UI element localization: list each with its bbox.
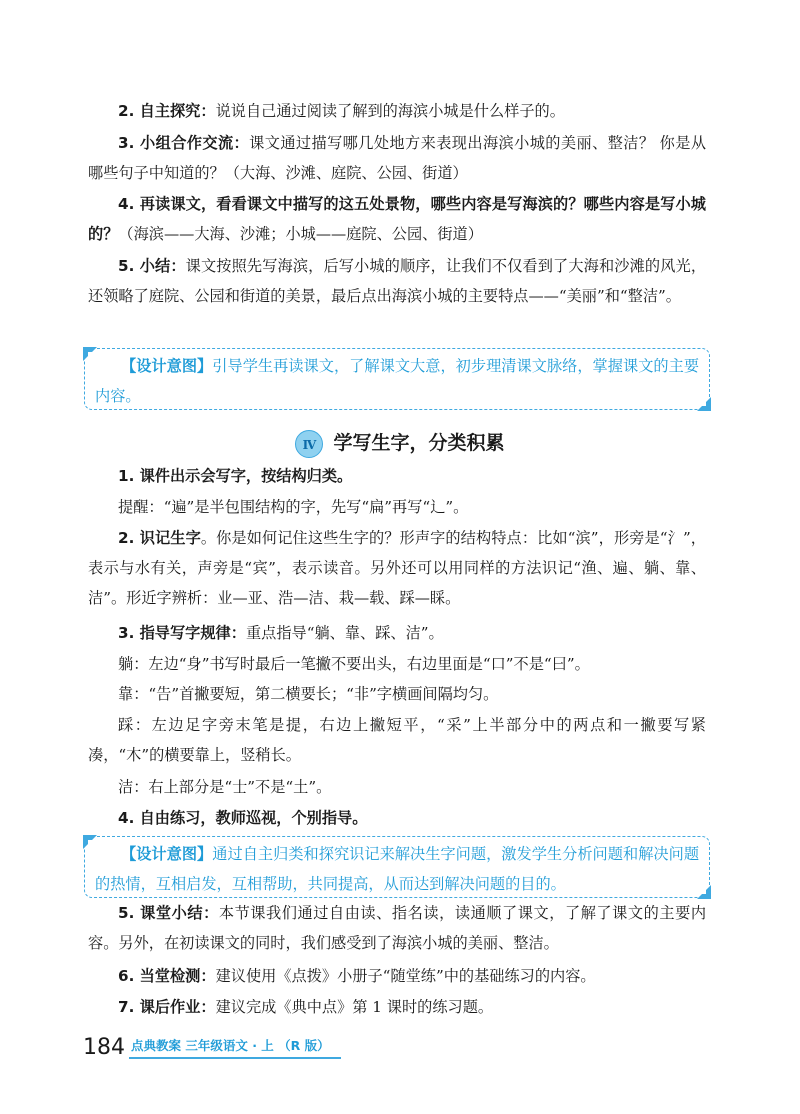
- design-intent-label: 【设计意图】: [121, 845, 213, 863]
- paragraph-text: 重点指导“躺、靠、踩、洁”。: [245, 624, 444, 642]
- paragraph-writing-rules: [88, 618, 706, 648]
- paragraph-class-test: [88, 961, 706, 991]
- paragraph-label: 5. 小结：: [118, 257, 186, 275]
- paragraph-text: 躺：左边“身”书写时最后一笔撇不要出头，右边里面是“口”不是“曰”。: [118, 655, 590, 673]
- design-intent-box-1: [84, 348, 710, 410]
- paragraph-reread: [88, 189, 706, 249]
- paragraph-label: 5. 课堂小结：: [118, 904, 219, 922]
- paragraph-text: 洁：右上部分是“士”不是“土”。: [118, 778, 332, 796]
- paragraph-recognize: [88, 523, 706, 613]
- corner-ornament-icon: [83, 347, 97, 361]
- paragraph-text: 本节课我们通过自由读、指名读，读通顺了课文，了解了课文的主要内容。另外，在初读课文的同时，我们感受到了海滨小城的美丽、整洁。: [88, 904, 707, 952]
- design-intent-label: 【设计意图】: [121, 357, 213, 375]
- book-title: 点典教案 三年级语文 · 上 （R 版）: [131, 1038, 330, 1053]
- paragraph-text: 踩：左边足字旁末笔是提，右边上撇短平，“采”上半部分中的两点和一撇要写紧凑，“木”的横要靠上，竖稍长。: [88, 716, 706, 764]
- design-intent-body: 引导学生再读课文，了解课文大意，初步理清课文脉络，掌握课文的主要内容。: [95, 357, 700, 405]
- footer-divider: [129, 1057, 341, 1059]
- paragraph-class-summary: [88, 898, 706, 958]
- paragraph-label: 2. 自主探究：: [118, 102, 216, 120]
- paragraph-summary: [88, 251, 706, 311]
- paragraph-self-exploration: [88, 96, 706, 126]
- section-number-badge: Ⅳ: [295, 430, 323, 458]
- design-intent-box-2: [84, 836, 710, 898]
- design-intent-body: 通过自主归类和探究识记来解决生字问题，激发学生分析问题和解决问题的热情，互相启发，互相帮助，共同提高，从而达到解决问题的目的。: [95, 845, 700, 893]
- paragraph-label: 3. 小组合作交流：: [118, 134, 250, 152]
- paragraph-courseware: [88, 461, 706, 491]
- section-heading: [0, 427, 800, 459]
- paragraph-text: 提醒：“遍”是半包围结构的字，先写“扁”再写“辶”。: [118, 498, 469, 516]
- paragraph-kao: [88, 679, 706, 709]
- page-number: 184: [83, 1035, 125, 1060]
- paragraph-text: （海滨——大海、沙滩；小城——庭院、公园、街道）: [118, 225, 483, 243]
- paragraph-homework: [88, 992, 706, 1022]
- paragraph-practice: [88, 803, 706, 833]
- paragraph-tang: [88, 649, 706, 679]
- paragraph-text: 建议使用《点拨》小册子“随堂练”中的基础练习的内容。: [215, 967, 596, 985]
- design-intent-text: [95, 351, 699, 411]
- paragraph-text: 课文按照先写海滨，后写小城的顺序，让我们不仅看到了大海和沙滩的风光，还领略了庭院、公园和街道的美景，最后点出海滨小城的主要特点——“美丽”和“整洁”。: [88, 257, 707, 305]
- corner-ornament-icon: [697, 885, 711, 899]
- paragraph-label: 4. 自由练习，教师巡视，个别指导。: [118, 809, 368, 827]
- paragraph-cai: [88, 710, 706, 770]
- paragraph-text: 说说自己通过阅读了解到的海滨小城是什么样子的。: [215, 102, 565, 120]
- paragraph-text: 建议完成《典中点》第 1 课时的练习题。: [215, 998, 494, 1016]
- paragraph-text: 课文通过描写哪几处地方来表现出海滨小城的美丽、整洁？ 你是从哪些句子中知道的？（大海、沙滩、庭院、公园、街道）: [88, 134, 707, 182]
- paragraph-text: 。你是如何记住这些生字的？形声字的结构特点：比如“滨”，形旁是“氵”，表示与水有关，声旁是“宾”，表示读音。另外还可以用同样的方法识记“渔、遍、躺、靠、洁”。形近字辨析：业—亚、浩—洁、栽—载、踩—睬。: [88, 529, 706, 607]
- corner-ornament-icon: [697, 397, 711, 411]
- paragraph-label: 4. 再读课文，看看课文中描写的这五处景物，哪些内容是写海滨的？哪些内容是写小城的？: [88, 195, 706, 243]
- paragraph-label: 1. 课件出示会写字，按结构归类。: [118, 467, 353, 485]
- section-title: 学写生字，分类积累: [333, 432, 505, 454]
- paragraph-label: 7. 课后作业：: [118, 998, 216, 1016]
- paragraph-label: 6. 当堂检测：: [118, 967, 216, 985]
- corner-ornament-icon: [83, 835, 97, 849]
- paragraph-text: 靠：“告”首撇要短，第二横要长；“非”字横画间隔均匀。: [118, 685, 499, 703]
- paragraph-label: 2. 识记生字: [118, 529, 201, 547]
- paragraph-label: 3. 指导写字规律：: [118, 624, 246, 642]
- paragraph-reminder: [88, 492, 706, 522]
- paragraph-jie: [88, 772, 706, 802]
- design-intent-text: [95, 839, 699, 899]
- paragraph-group-discussion: [88, 128, 706, 188]
